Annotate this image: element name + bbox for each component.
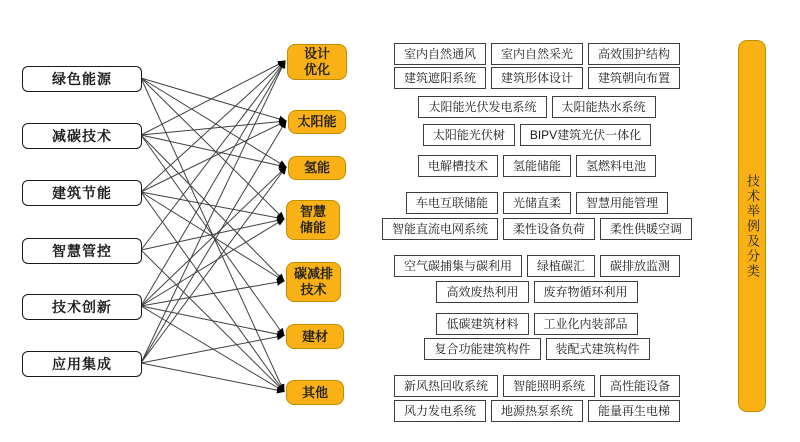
example-box: 废弃物循环利用 [534,281,638,303]
example-box: 装配式建筑构件 [546,338,650,360]
category-node-app-integration: 应用集成 [22,351,142,377]
example-box: 建筑形体设计 [491,67,583,89]
example-group-storage [360,192,714,240]
example-box: 太阳能光伏发电系统 [418,96,546,118]
sidebar-category-bar [738,40,766,412]
subcategory-node-hydrogen [288,156,346,180]
example-box: 能量再生电梯 [588,400,680,422]
edge-carbon-reduction-to-hydrogen [141,135,286,167]
example-box: 柔性供暖空调 [600,218,692,240]
subcategory-label: 设计 [303,46,330,61]
example-box: 智慧用能管理 [576,192,668,214]
example-box: 智能直流电网系统 [382,218,498,240]
subcategory-label: 智慧 [299,204,326,219]
example-row [391,67,682,89]
category-node-carbon-reduction: 减碳技术 [22,123,142,149]
example-group-materials [360,313,714,360]
edge-green-energy-to-hydrogen [141,78,286,167]
example-box: 太阳能热水系统 [552,96,656,118]
example-box: 柔性设备负荷 [503,218,595,240]
example-box: 氢能储能 [503,155,571,177]
sidebar-label: 技术举例及分类 [745,173,760,279]
subcategory-label: 其他 [301,384,328,400]
example-box: 高效围护结构 [588,43,680,65]
example-box: BIPV建筑光伏一体化 [520,124,651,146]
subcategory-node-carbon-tech [286,262,341,302]
subcategory-label: 氢能 [303,160,330,175]
subcategory-label: 太阳能 [297,114,337,129]
example-box: 高效废热利用 [436,281,528,303]
subcategory-label: 技术 [300,282,327,297]
category-node-tech-innovation: 技术创新 [22,294,142,320]
subcategory-label: 建材 [301,328,328,344]
example-group-hydrogen [360,155,714,177]
example-group-solar [360,96,714,146]
example-group-carbon-tech [360,255,714,303]
example-box: 低碳建筑材料 [436,313,528,335]
category-node-building-energy: 建筑节能 [22,180,142,206]
example-box: 新风热回收系统 [394,375,498,397]
example-box: 建筑遮阳系统 [394,67,486,89]
example-box: 碳排放监测 [600,255,680,277]
example-box: 风力发电系统 [394,400,486,422]
example-box: 地源热泵系统 [491,400,583,422]
edge-tech-innovation-to-storage [141,219,284,306]
example-box: 光储直柔 [503,192,571,214]
edge-app-integration-to-other [141,363,284,392]
subcategory-label: 碳减排 [293,266,333,281]
subcategory-node-other [286,380,344,405]
example-row [403,192,670,214]
example-box: 空气碳捕集与碳利用 [394,255,522,277]
example-box: 室内自然采光 [491,43,583,65]
subcategory-node-materials [286,324,344,349]
subcategory-label: 储能 [299,220,326,235]
subcategory-label: 优化 [303,62,330,77]
edge-smart-control-to-storage [141,219,284,250]
example-box: 智能照明系统 [503,375,595,397]
example-row [434,281,640,303]
example-row [391,375,682,397]
example-row [391,400,682,422]
example-row [379,218,694,240]
category-node-smart-control: 智慧管控 [22,238,142,264]
edge-app-integration-to-design [141,61,285,363]
subcategory-node-storage [286,200,340,240]
edge-carbon-reduction-to-materials [141,135,284,336]
example-group-design [360,43,714,89]
example-row [420,124,653,146]
example-box: 室内自然通风 [394,43,486,65]
category-node-green-energy: 绿色能源 [22,66,142,92]
example-row [391,255,682,277]
example-box: 氢燃料电池 [576,155,656,177]
subcategory-node-solar [288,110,346,134]
example-row [422,338,652,360]
example-box: 电解槽技术 [418,155,498,177]
example-box: 绿植碳汇 [527,255,595,277]
example-box: 高性能设备 [600,375,680,397]
edge-smart-control-to-design [141,61,285,250]
edge-app-integration-to-materials [141,336,284,364]
edge-carbon-reduction-to-solar [141,121,286,135]
example-row [415,155,658,177]
example-group-other [360,375,714,422]
edge-tech-innovation-to-hydrogen [141,167,286,306]
example-box: 复合功能建筑构件 [424,338,540,360]
edge-tech-innovation-to-materials [141,306,284,336]
example-box: 车电互联储能 [406,192,498,214]
example-box: 工业化内装部品 [534,313,638,335]
example-row [416,96,658,118]
subcategory-node-design [287,44,347,80]
example-box: 建筑朝向布置 [588,67,680,89]
example-box: 太阳能光伏树 [423,124,515,146]
example-row [391,43,682,65]
example-row [434,313,640,335]
